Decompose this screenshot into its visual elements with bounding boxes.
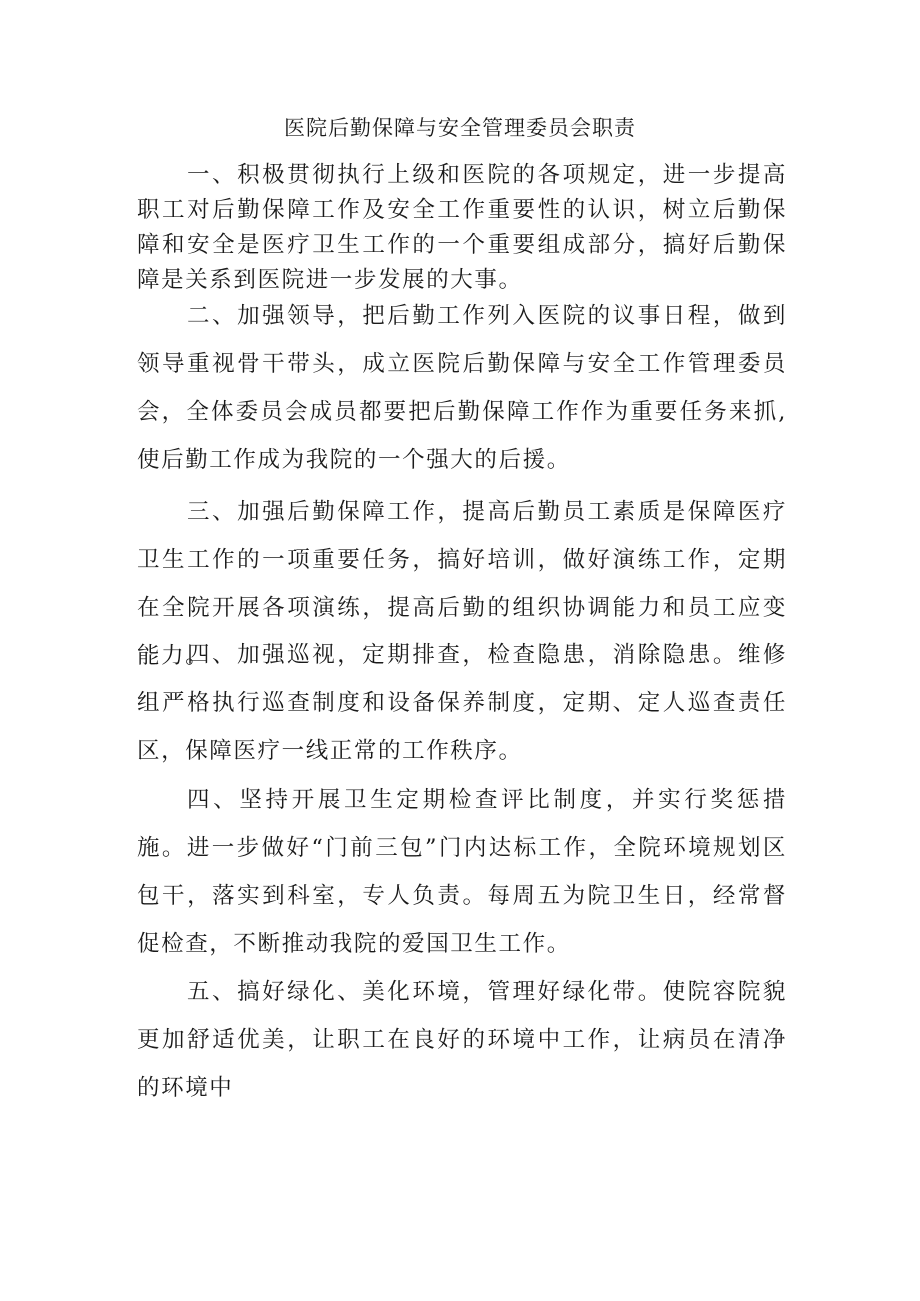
paragraph-6: 五、搞好绿化、美化环境，管理好绿化带。使院容院貌更加舒适优美，让职工在良好的环境中工作，让病员在清净的环境中: [137, 979, 787, 1101]
document-title: 医院后勤保障与安全管理委员会职责: [284, 116, 636, 140]
paragraph-1: 一、积极贯彻执行上级和医院的各项规定，进一步提高职工对后勤保障工作及安全工作重要性的认识，树立后勤保障和安全是医疗卫生工作的一个重要组成部分，搞好后勤保障是关系到医院进一步发展的大事。: [137, 162, 787, 293]
paragraph-5: 四、坚持开展卫生定期检查评比制度，并实行奖惩措施。进一步做好“门前三包”门内达标工作，全院环境规划区包干，落实到科室，专人负责。每周五为院卫生日，经常督促检查，不断推动我院的爱国卫生工作。: [137, 787, 787, 957]
paragraph-2: 二、加强领导，把后勤工作列入医院的议事日程，做到领导重视骨干带头，成立医院后勤保障与安全工作管理委员会，全体委员会成员都要把后勤保障工作作为重要任务来抓,使后勤工作成为我院的一个强大的后援。: [137, 303, 787, 473]
paragraph-4: 四、加强巡视，定期排查，检查隐患，消除隐患。维修组严格执行巡查制度和设备保养制度，定期、定人巡查责任区，保障医疗一线正常的工作秩序。: [137, 642, 787, 764]
paragraph-3: 三、加强后勤保障工作，提高后勤员工素质是保障医疗卫生工作的一项重要任务，搞好培训，做好演练工作，定期在全院开展各项演练，提高后勤的组织协调能力和员工应变能力。: [137, 499, 787, 669]
